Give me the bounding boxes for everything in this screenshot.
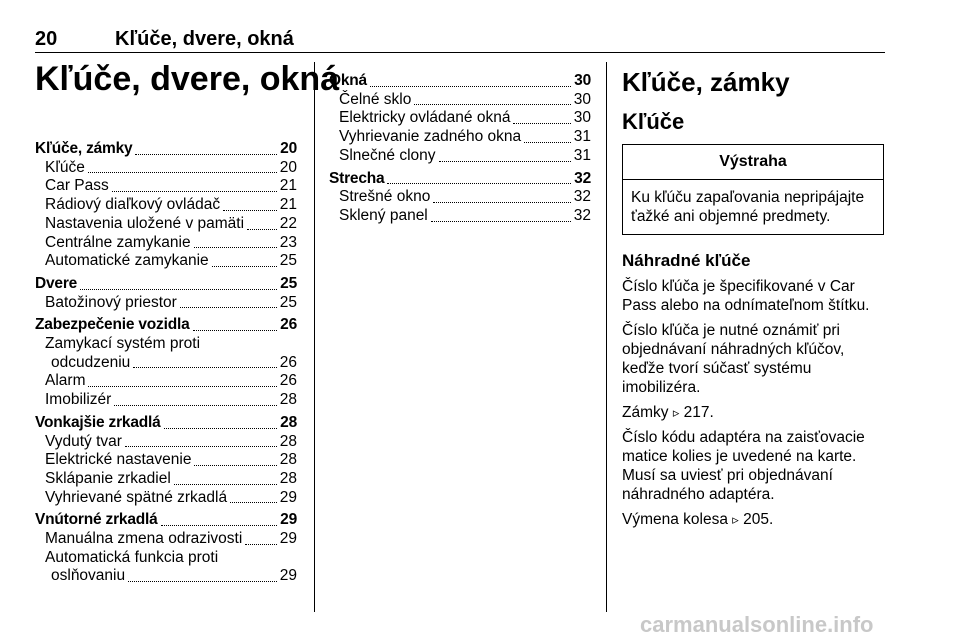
locks-ref-text: Zámky [622,404,669,421]
triangle-right-icon: ▹ [732,512,739,527]
toc-entry-label: oslňovaniu [51,567,126,585]
right-column [622,62,884,535]
toc-leader-dots [125,446,277,447]
toc-entry-page: 23 [279,233,297,251]
paragraph-5 [622,510,884,529]
toc-entry[interactable] [35,354,297,373]
toc-entry[interactable] [35,234,297,253]
toc-entry-page: 28 [280,413,297,431]
toc-entry-label: Automatická funkcia proti [45,548,219,566]
toc-entry-label: Nastavenia uložené v pamäti [45,214,245,232]
toc-leader-dots [194,465,276,466]
page-number: 20 [35,28,58,50]
toc-entry[interactable] [35,567,297,586]
toc-entry[interactable] [35,451,297,470]
toc-entry-page: 28 [279,432,297,450]
toc-entry-page: 30 [573,90,591,108]
toc-entry-page: 21 [279,196,297,214]
table-of-contents-col1 [35,140,297,586]
toc-leader-dots [247,229,277,230]
wheel-change-ref-page[interactable]: 205. [743,511,774,528]
toc-leader-dots [245,544,276,545]
header-rule [35,52,885,53]
toc-leader-dots [114,405,276,406]
toc-entry-label: Imobilizér [45,391,112,409]
toc-entry-page: 32 [573,188,591,206]
toc-leader-dots [370,86,571,87]
toc-entry-page: 29 [279,488,297,506]
subsection-heading: Kľúče [622,109,685,134]
spare-keys-heading: Náhradné kľúče [622,251,751,270]
toc-entry-page: 20 [280,140,297,157]
locks-ref-page[interactable]: 217. [683,404,714,421]
toc-entry[interactable] [329,188,591,207]
toc-entry[interactable] [329,147,591,166]
toc-entry-label: Zamykací systém proti [45,335,201,353]
warning-box [622,144,884,235]
toc-entry-page: 32 [573,206,591,224]
toc-leader-dots [88,172,277,173]
toc-entry-page: 25 [280,274,297,292]
toc-entry-page: 29 [279,567,297,585]
toc-entry[interactable] [329,128,591,147]
toc-entry[interactable] [329,109,591,128]
toc-leader-dots [524,142,571,143]
toc-entry-page: 28 [279,451,297,469]
toc-entry-page: 31 [573,146,591,164]
toc-leader-dots [212,266,277,267]
toc-entry[interactable] [35,489,297,508]
toc-entry[interactable] [35,159,297,178]
toc-entry-label: odcudzeniu [51,353,131,371]
toc-entry-label: Elektricky ovládané okná [339,109,511,127]
toc-entry-label: Manuálna zmena odrazivosti [45,530,243,548]
toc-entry-page: 25 [279,252,297,270]
toc-entry[interactable] [35,372,297,391]
toc-entry-label: Strecha [329,169,385,187]
column-divider-2 [606,62,607,612]
toc-entry-page: 26 [279,353,297,371]
table-of-contents-col2 [329,72,591,226]
paragraph-1: Číslo kľúča je špecifikované v Car Pass alebo na odnímateľnom štítku. [622,278,870,314]
toc-entry-page: 20 [279,158,297,176]
wheel-change-ref-text: Výmena kolesa [622,511,728,528]
toc-entry-label: Slnečné clony [339,146,436,164]
toc-entry[interactable] [35,470,297,489]
toc-leader-dots [112,191,277,192]
toc-entry-label: Automatické zamykanie [45,252,209,270]
toc-entry[interactable] [35,177,297,196]
toc-section-entry[interactable] [329,170,591,189]
toc-entry[interactable] [35,196,297,215]
toc-entry-label: Vyhrievanie zadného okna [339,128,522,146]
toc-leader-dots [439,161,571,162]
chapter-title: Kľúče, dvere, okná [35,60,340,98]
paragraph-3 [622,403,884,422]
toc-entry-label: Batožinový priestor [45,293,177,311]
watermark: carmanualsonline.info [640,612,874,637]
toc-section-entry[interactable] [35,414,297,433]
toc-entry-label: Vyhrievané spätné zrkadlá [45,488,228,506]
toc-entry-label: Vonkajšie zrkadlá [35,413,161,431]
toc-entry-page: 28 [279,469,297,487]
toc-leader-dots [513,123,570,124]
toc-entry-page: 25 [279,293,297,311]
toc-entry[interactable] [35,433,297,452]
toc-leader-dots [80,289,277,290]
toc-section-entry[interactable] [35,511,297,530]
toc-leader-dots [230,502,277,503]
toc-entry-label: Vydutý tvar [45,432,122,450]
warning-title: Výstraha [623,145,883,180]
toc-entry-label: Centrálne zamykanie [45,233,191,251]
toc-entry[interactable] [35,294,297,313]
toc-entry-page: 30 [573,109,591,127]
toc-entry[interactable] [35,215,297,234]
section-heading: Kľúče, zámky [622,67,790,97]
toc-entry[interactable] [329,207,591,226]
toc-entry-page: 29 [280,511,297,529]
toc-leader-dots [128,581,277,582]
toc-entry[interactable] [35,252,297,271]
paragraph-2: Číslo kľúča je nutné oznámiť pri objednávaní náhradných kľúčov, keďže tvorí súčasť systému imobilizéra. [622,322,845,396]
toc-entry[interactable] [35,391,297,410]
toc-entry-label: Elektrické nastavenie [45,451,192,469]
toc-section-entry[interactable] [35,275,297,294]
toc-entry-label: Rádiový diaľkový ovládač [45,196,221,214]
toc-entry[interactable] [329,91,591,110]
toc-section-entry[interactable] [35,140,297,159]
toc-entry-label: Vnútorné zrkadlá [35,511,158,529]
toc-leader-dots [88,386,276,387]
toc-entry-label: Alarm [45,372,86,390]
toc-entry-page: 28 [279,391,297,409]
warning-text: Ku kľúču zapaľovania nepripájajte ťažké ani objemné predmety. [631,189,865,225]
toc-section-entry[interactable] [329,72,591,91]
toc-entry-label: Kľúče [45,158,85,176]
toc-entry-page: 26 [280,316,297,334]
toc-leader-dots [223,210,277,211]
toc-leader-dots [414,104,570,105]
toc-entry-page: 22 [279,214,297,232]
toc-entry-page: 30 [574,72,591,89]
triangle-right-icon: ▹ [672,405,680,420]
toc-entry-page: 32 [574,169,591,187]
toc-leader-dots [387,183,571,184]
toc-leader-dots [133,367,276,368]
toc-entry-label: Car Pass [45,177,109,195]
toc-entry-label: Zabezpečenie vozidla [35,316,190,334]
toc-leader-dots [174,484,277,485]
toc-leader-dots [194,247,277,248]
toc-entry-page: 31 [573,128,591,146]
toc-entry-label: Kľúče, zámky [35,140,133,157]
toc-leader-dots [164,428,278,429]
column-divider-1 [314,62,315,612]
toc-leader-dots [180,307,277,308]
toc-leader-dots [431,221,571,222]
toc-section-entry[interactable] [35,316,297,335]
toc-leader-dots [193,330,278,331]
toc-leader-dots [135,154,277,155]
toc-leader-dots [433,202,570,203]
toc-entry-page: 21 [279,177,297,195]
toc-entry-page: 29 [279,530,297,548]
toc-entry[interactable] [35,530,297,549]
paragraph-4: Číslo kódu adaptéra na zaisťovacie matice kolies je uvedené na karte. Musí sa uviesť pri objednávaní náhradného adaptéra. [622,429,865,503]
toc-entry-label: Dvere [35,274,78,292]
running-title: Kľúče, dvere, okná [115,28,294,50]
toc-entry-label: Okná [329,72,367,89]
toc-entry-page: 26 [279,372,297,390]
toc-entry-label: Sklený panel [339,206,428,224]
toc-entry-label: Čelné sklo [339,90,412,108]
toc-entry-label: Strešné okno [339,188,431,206]
toc-entry-label: Sklápanie zrkadiel [45,469,171,487]
toc-leader-dots [161,525,278,526]
